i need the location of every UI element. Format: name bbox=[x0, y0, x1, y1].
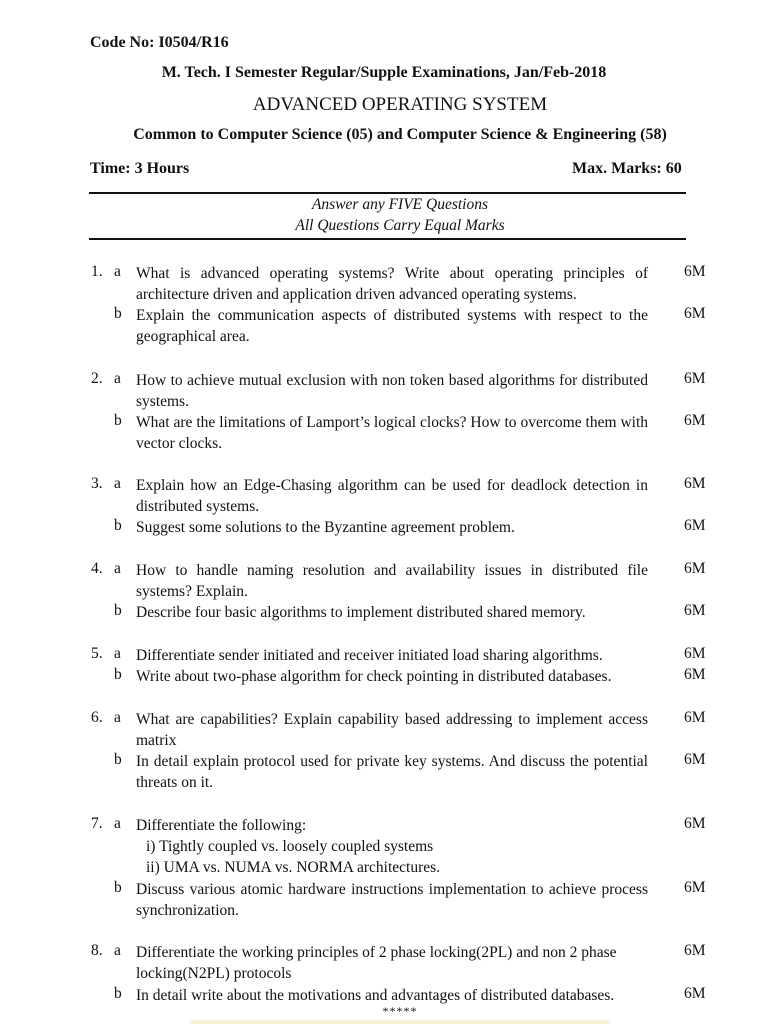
question-marks: 6M bbox=[684, 263, 706, 280]
bottom-divider bbox=[89, 238, 686, 240]
common-to-line: Common to Computer Science (05) and Computer Science & Engineering (58) bbox=[133, 126, 667, 143]
question-number: 4. bbox=[91, 560, 103, 577]
part-letter: b bbox=[114, 305, 122, 322]
end-marker: ***** bbox=[382, 1004, 418, 1018]
question-text: Write about two-phase algorithm for check pointing in distributed databases. bbox=[136, 668, 612, 685]
question-marks: 6M bbox=[684, 645, 706, 662]
question-marks: 6M bbox=[684, 412, 706, 429]
part-letter: b bbox=[114, 985, 122, 1002]
question-text: Suggest some solutions to the Byzantine agreement problem. bbox=[136, 519, 515, 536]
part-letter: a bbox=[114, 370, 121, 387]
question-marks: 6M bbox=[684, 815, 706, 832]
part-letter: a bbox=[114, 709, 121, 726]
question-text: What is advanced operating systems? Write about operating principles of architecture driven and application driven advanced operating systems. bbox=[136, 265, 648, 303]
question-number: 2. bbox=[91, 370, 103, 387]
question-marks: 6M bbox=[684, 709, 706, 726]
paper-code: Code No: I0504/R16 bbox=[90, 34, 229, 51]
part-letter: b bbox=[114, 879, 122, 896]
question-text: Describe four basic algorithms to implement distributed shared memory. bbox=[136, 604, 586, 621]
question-number: 5. bbox=[91, 645, 103, 662]
question-text: Differentiate sender initiated and receiver initiated load sharing algorithms. bbox=[136, 647, 603, 664]
question-marks: 6M bbox=[684, 305, 706, 322]
question-marks: 6M bbox=[684, 985, 706, 1002]
question-text: How to achieve mutual exclusion with non token based algorithms for distributed systems. bbox=[136, 372, 648, 410]
question-marks: 6M bbox=[684, 517, 706, 534]
sub-item: i) Tightly coupled vs. loosely coupled systems bbox=[146, 838, 434, 855]
question-number: 7. bbox=[91, 815, 103, 832]
question-marks: 6M bbox=[684, 879, 706, 896]
part-letter: a bbox=[114, 815, 121, 832]
question-text: Differentiate the working principles of 2 phase locking(2PL) and non 2 phase locking(N2PL) protocols bbox=[136, 944, 617, 982]
page-bottom-stripe bbox=[190, 1020, 610, 1024]
question-text: In detail explain protocol used for private key systems. And discuss the potential threats on it. bbox=[136, 753, 648, 791]
question-number: 3. bbox=[91, 475, 103, 492]
question-text-line: Differentiate the following: bbox=[136, 817, 307, 834]
question-text: In detail write about the motivations and advantages of distributed databases. bbox=[136, 987, 615, 1004]
question-number: 6. bbox=[91, 709, 103, 726]
part-letter: b bbox=[114, 751, 122, 768]
question-marks: 6M bbox=[684, 942, 706, 959]
part-letter: b bbox=[114, 517, 122, 534]
subject-title: ADVANCED OPERATING SYSTEM bbox=[252, 94, 548, 115]
part-letter: a bbox=[114, 475, 121, 492]
question-marks: 6M bbox=[684, 370, 706, 387]
top-divider bbox=[89, 192, 686, 194]
time-allowed: Time: 3 Hours bbox=[90, 160, 190, 177]
question-text: Discuss various atomic hardware instructions implementation to achieve process synchronization. bbox=[136, 881, 648, 919]
instruction-line-1: Answer any FIVE Questions bbox=[311, 196, 489, 213]
exam-title: M. Tech. I Semester Regular/Supple Examinations, Jan/Feb-2018 bbox=[161, 64, 607, 81]
part-letter: a bbox=[114, 263, 121, 280]
question-marks: 6M bbox=[684, 475, 706, 492]
sub-item: ii) UMA vs. NUMA vs. NORMA architectures. bbox=[146, 859, 441, 876]
question-text: How to handle naming resolution and availability issues in distributed file systems? Explain. bbox=[136, 562, 648, 600]
max-marks: Max. Marks: 60 bbox=[572, 160, 682, 177]
question-text bbox=[136, 815, 648, 878]
question-text: Explain the communication aspects of distributed systems with respect to the geographical area. bbox=[136, 307, 648, 345]
question-marks: 6M bbox=[684, 560, 706, 577]
question-number: 1. bbox=[91, 263, 103, 280]
part-letter: b bbox=[114, 602, 122, 619]
instruction-line-2: All Questions Carry Equal Marks bbox=[295, 217, 505, 234]
question-text: Explain how an Edge-Chasing algorithm can be used for deadlock detection in distributed systems. bbox=[136, 477, 648, 515]
part-letter: a bbox=[114, 645, 121, 662]
question-marks: 6M bbox=[684, 751, 706, 768]
question-text: What are the limitations of Lamport’s logical clocks? How to overcome them with vector clocks. bbox=[136, 414, 648, 452]
part-letter: b bbox=[114, 412, 122, 429]
question-marks: 6M bbox=[684, 602, 706, 619]
part-letter: a bbox=[114, 942, 121, 959]
question-text: What are capabilities? Explain capability based addressing to implement access matrix bbox=[136, 711, 648, 749]
part-letter: b bbox=[114, 666, 122, 683]
question-number: 8. bbox=[91, 942, 103, 959]
question-marks: 6M bbox=[684, 666, 706, 683]
part-letter: a bbox=[114, 560, 121, 577]
